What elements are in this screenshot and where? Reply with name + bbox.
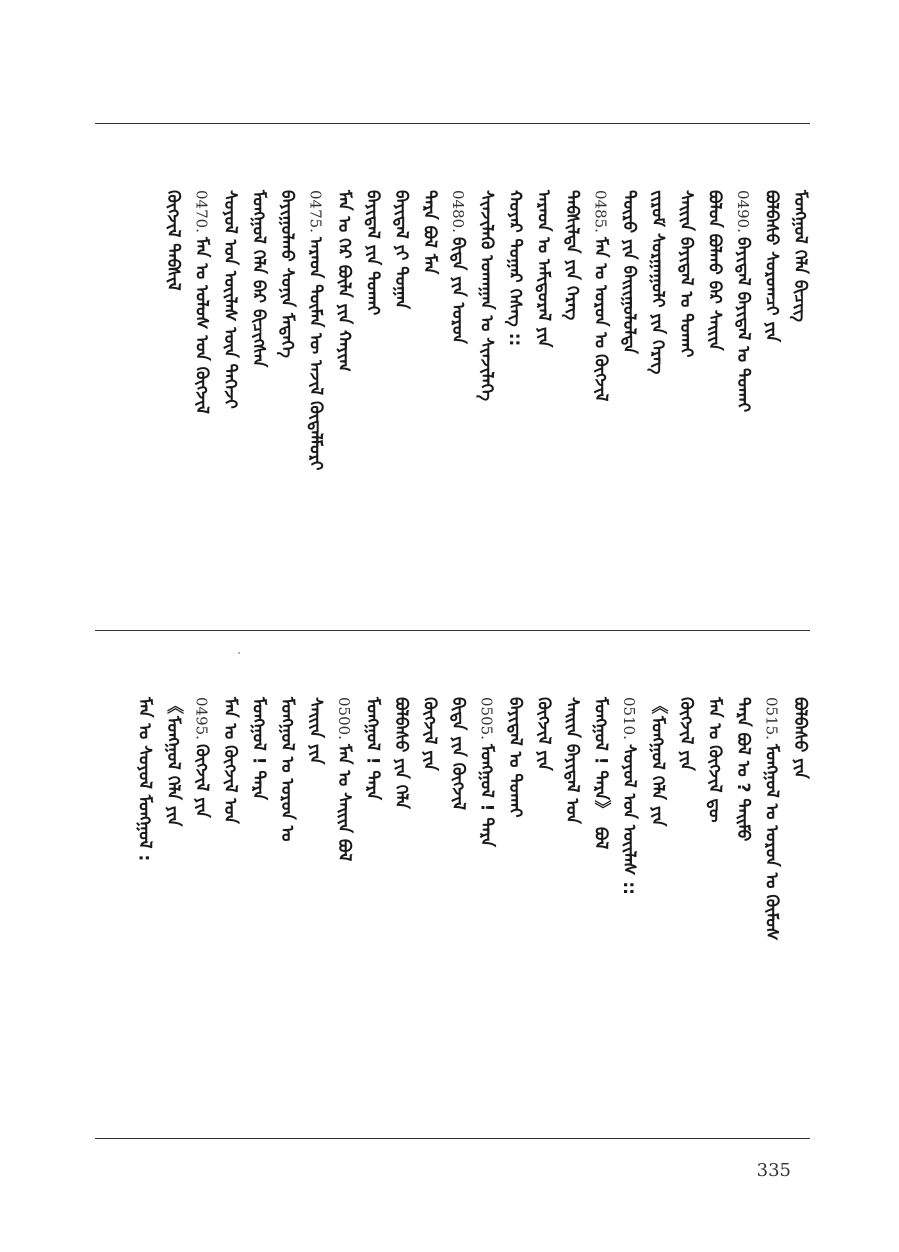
line-text: ᠪᠢᠳᠡ ᠶᠢᠨ ᠣᠷᠣᠨ <box>448 236 468 344</box>
line-number: 0510. <box>620 697 638 740</box>
text-column <box>586 190 616 401</box>
line-text: ᠮᠣᠩᠭᠣᠯ ᠤ ᠣᠷᠣᠨ ᠤ <box>277 697 297 842</box>
line-text: ᠮᠣᠩᠭᠣᠯ ! ᠲᠡᠷᠡ <box>248 697 269 800</box>
scan-speck <box>238 652 240 654</box>
lower-text-block <box>95 697 810 1117</box>
line-text: 《ᠮᠣᠩᠭᠣᠯ ᠬᠡᠯᠡ ᠶᠢᠨ <box>647 697 668 827</box>
text-column <box>757 190 787 342</box>
text-column <box>443 190 473 344</box>
line-number: 0500. <box>335 697 353 740</box>
line-text: ᠬᠥᠭᠵᠢᠯ ᠶᠢᠨ <box>533 697 554 771</box>
text-column <box>301 697 331 764</box>
line-number: 0475. <box>306 190 325 233</box>
text-column <box>671 697 701 771</box>
text-column <box>700 190 730 351</box>
line-text: ᠰᠣᠶᠣᠯ ᠤᠨ ᠦᠢᠯᠡᠰ ᠦᠨ ᠳᠡᠭᠡᠵᠢ <box>220 190 240 409</box>
line-text: ᠳᠡᠪᠰᠢᠯᠲᠡ ᠶᠢᠨ ᠬᠡᠷᠡᠭ <box>562 190 582 321</box>
page-number: 335 <box>756 1160 791 1181</box>
line-text: ᠮᠠᠨ ᠤ ᠬᠥᠭᠵᠢᠯ ᠤᠨ <box>220 697 240 824</box>
text-column <box>187 697 217 818</box>
line-text: ᠬᠥᠭᠵᠢᠯ ᠶᠢᠨ <box>676 697 696 771</box>
text-column <box>500 190 530 346</box>
text-column <box>557 190 587 320</box>
line-text: 《ᠮᠣᠩᠭᠣᠯ ᠬᠡᠯᠡ ᠶᠢᠨ <box>163 697 183 827</box>
line-text: ᠮᠠᠨ ᠤ ᠰᠠᠢᠢᠨ ᠪᠣᠯ <box>334 743 354 862</box>
text-column <box>215 190 245 409</box>
line-text: ᠬᠥᠭᠵᠢᠯ ᠳᠡᠪᠰᠢᠯ <box>163 190 183 291</box>
line-text: ᠪᠣᠯᠪᠠᠰᠤ ᠰᠤᠷᠤᠭᠴᠢ ᠶᠢᠨ <box>761 190 782 343</box>
text-column <box>785 190 815 322</box>
line-text: ᠰᠢᠨᠵᠢᠯᠡᠬᠦ ᠤᠬᠠᠭᠠᠨ ᠤ ᠰᠢᠨᠵᠢᠯᠡᠭᠡ <box>476 190 497 402</box>
text-column <box>329 190 359 372</box>
line-text: ᠰᠠᠢᠢᠨ ᠪᠠᠶᠢᠳᠠᠯ ᠤᠨ <box>562 697 582 824</box>
text-column <box>700 697 730 822</box>
text-column <box>215 697 245 824</box>
text-column <box>614 697 644 895</box>
line-text: ᠪᠠᠶᠢᠳᠠᠯ ᠪᠠᠶᠢᠳᠠᠯ ᠤ ᠲᠤᠬᠠᠢ <box>733 236 753 413</box>
line-text: ᠬᠥᠭᠵᠢᠯ ᠶᠢᠨ <box>191 743 212 818</box>
text-column <box>728 190 758 412</box>
text-column <box>586 697 616 849</box>
text-column <box>358 697 388 800</box>
text-column <box>158 190 188 291</box>
line-number: 0480. <box>449 190 467 233</box>
text-column <box>386 697 416 809</box>
line-text: ᠲᠡᠷᠡ ᠪᠣᠯ ᠮᠠᠨ <box>419 190 440 275</box>
line-text: ᠮᠠᠨ ᠤ ᠭᠡᠷ ᠪᠦᠯᠡ ᠶᠢᠨ ᠬᠠᠶᠢᠭ <box>334 190 354 372</box>
text-column <box>500 697 530 818</box>
text-column <box>643 190 673 374</box>
line-text: ᠮᠣᠩᠭᠣᠯ ᠬᠡᠯᠡ ᠪᠠᠷ ᠪᠢᠴᠢᠭᠰᠡᠨ <box>248 190 269 368</box>
text-column <box>386 190 416 309</box>
text-column <box>472 190 502 401</box>
line-text: ᠪᠠᠶᠢᠳᠠᠯ ᠶᠢᠨ ᠲᠤᠬᠠᠢ <box>362 190 383 316</box>
line-number: 0505. <box>477 697 496 740</box>
line-text: ᠠᠷᠠᠳ ᠲᠦᠮᠡᠨ ᠦ ᠠᠵᠢᠯ ᠬᠥᠳᠡᠯᠮᠦᠷᠢ <box>305 236 326 471</box>
line-text: ᠮᠠᠨ ᠤ ᠤᠯᠤᠰ ᠤᠨ ᠬᠥᠭᠵᠢᠯ <box>191 236 212 414</box>
line-text: ᠰᠠᠢᠢᠨ ᠪᠠᠶᠢᠳᠠᠯ ᠤ ᠲᠤᠬᠠᠢ <box>676 190 696 358</box>
line-text: ᠲᠡᠷᠡ ᠪᠣᠯ ᠤ ? ᠲᠡᠢᠮᠦ <box>733 697 753 842</box>
text-column <box>272 697 302 841</box>
line-text: ᠲᠥᠷᠥ ᠶᠢᠨ ᠪᠠᠢᠢᠭᠤᠯᠤᠯᠲᠠ <box>619 190 639 354</box>
text-column <box>557 697 587 824</box>
text-column <box>329 697 359 861</box>
upper-text-block <box>95 190 810 610</box>
line-text: ᠪᠠᠶᠢᠳᠠᠯ ᠤ ᠲᠤᠬᠠᠢ <box>505 697 525 818</box>
line-text: ᠪᠣᠯᠪᠠᠰᠤ ᠶᠢᠨ ᠬᠡᠯᠡ <box>391 697 411 809</box>
line-text: ᠮᠠᠨ ᠤ ᠬᠥᠭᠵᠢᠯ ᠳᠦ <box>704 697 725 823</box>
line-text: ᠬᠣᠶᠠᠷ ᠳᠤᠭᠠᠷ ᠬᠡᠰᠡᠭ :: <box>505 190 525 347</box>
line-number: 0495. <box>192 697 211 740</box>
line-text: ᠮᠣᠩᠭᠣᠯ ! ᠲᠡᠷᠡ》 ᠪᠣᠯ <box>590 697 611 850</box>
text-column <box>614 190 644 354</box>
text-column <box>529 697 559 771</box>
text-column <box>358 190 388 315</box>
line-text: ᠪᠠᠶᠢᠭᠤᠯᠬᠤ ᠰᠣᠨᠢᠨ ᠮᠡᠳᠡᠭᠡ <box>277 190 297 358</box>
text-column <box>301 190 331 470</box>
text-column <box>671 190 701 357</box>
line-text: ᠵᠢᠷᠤᠮ ᠰᠤᠷᠭᠠᠭᠤᠯᠢ ᠶᠢᠨ ᠬᠡᠷᠡᠭ <box>647 190 668 375</box>
line-text: ᠮᠣᠩᠭᠣᠯ ᠬᠡᠯᠡ ᠪᠢᠴᠢᠭ <box>790 190 810 322</box>
text-column <box>757 697 787 941</box>
text-column <box>130 697 160 861</box>
line-text: ᠪᠠᠶᠢᠳᠠᠯ ᠶᠢ ᠲᠣᠭᠠᠨ <box>391 190 411 310</box>
line-number: 0515. <box>762 697 781 740</box>
text-column <box>728 697 758 841</box>
text-column <box>187 190 217 414</box>
text-column <box>415 190 445 274</box>
line-number: 0470. <box>192 190 211 233</box>
bottom-rule <box>95 1138 810 1139</box>
line-text: ᠮᠣᠩᠭᠣᠯ ! ᠲᠡᠷᠡ <box>362 697 383 800</box>
line-number: 0485. <box>591 190 610 233</box>
line-text: ᠪᠢᠳᠡ ᠶᠢᠨ ᠬᠥᠭᠵᠢᠯ <box>448 697 468 810</box>
line-text: ᠪᠣᠯᠤᠨ ᠪᠣᠯᠬᠤ ᠪᠠᠷ ᠰᠠᠢᠢᠨ <box>704 190 725 351</box>
text-column <box>244 697 274 800</box>
line-text: ᠮᠠᠨ ᠤ ᠰᠣᠶᠣᠯ ᠮᠣᠩᠭᠣᠯ : <box>134 697 155 862</box>
text-column <box>272 190 302 358</box>
text-column <box>443 697 473 810</box>
line-text: ᠰᠣᠶᠣᠯ ᠤᠨ ᠦᠢᠯᠡᠰ :: <box>619 743 639 895</box>
middle-rule <box>95 630 810 631</box>
line-text: ᠬᠥᠭᠵᠢᠯ ᠶᠢᠨ <box>419 697 440 771</box>
line-text: ᠮᠠᠨ ᠤ ᠣᠷᠣᠨ ᠤ ᠬᠥᠭᠵᠢᠯ <box>590 236 611 402</box>
text-column <box>415 697 445 771</box>
text-column <box>785 697 815 779</box>
text-column <box>472 697 502 847</box>
line-number: 0490. <box>734 190 752 233</box>
line-text: ᠮᠣᠩᠭᠣᠯ ! ᠲᠡᠷᠡ <box>476 743 497 847</box>
line-text: ᠰᠠᠢᠢᠨ ᠶᠢᠨ <box>305 697 326 765</box>
line-text: ᠮᠣᠩᠭᠣᠯ ᠤ ᠣᠷᠣᠨ ᠤ ᠬᠦᠮᠦᠰ <box>761 743 782 941</box>
line-text: ᠪᠣᠯᠪᠠᠰᠤ ᠶᠢᠨ <box>790 697 810 779</box>
text-column <box>244 190 274 367</box>
line-text: ᠠᠷᠠᠳ ᠤ ᠠᠮᠢᠳᠤᠷᠠᠯ ᠶᠢᠨ <box>533 190 554 348</box>
text-column <box>529 190 559 347</box>
top-rule <box>95 123 810 124</box>
text-column <box>643 697 673 826</box>
text-column <box>158 697 188 826</box>
